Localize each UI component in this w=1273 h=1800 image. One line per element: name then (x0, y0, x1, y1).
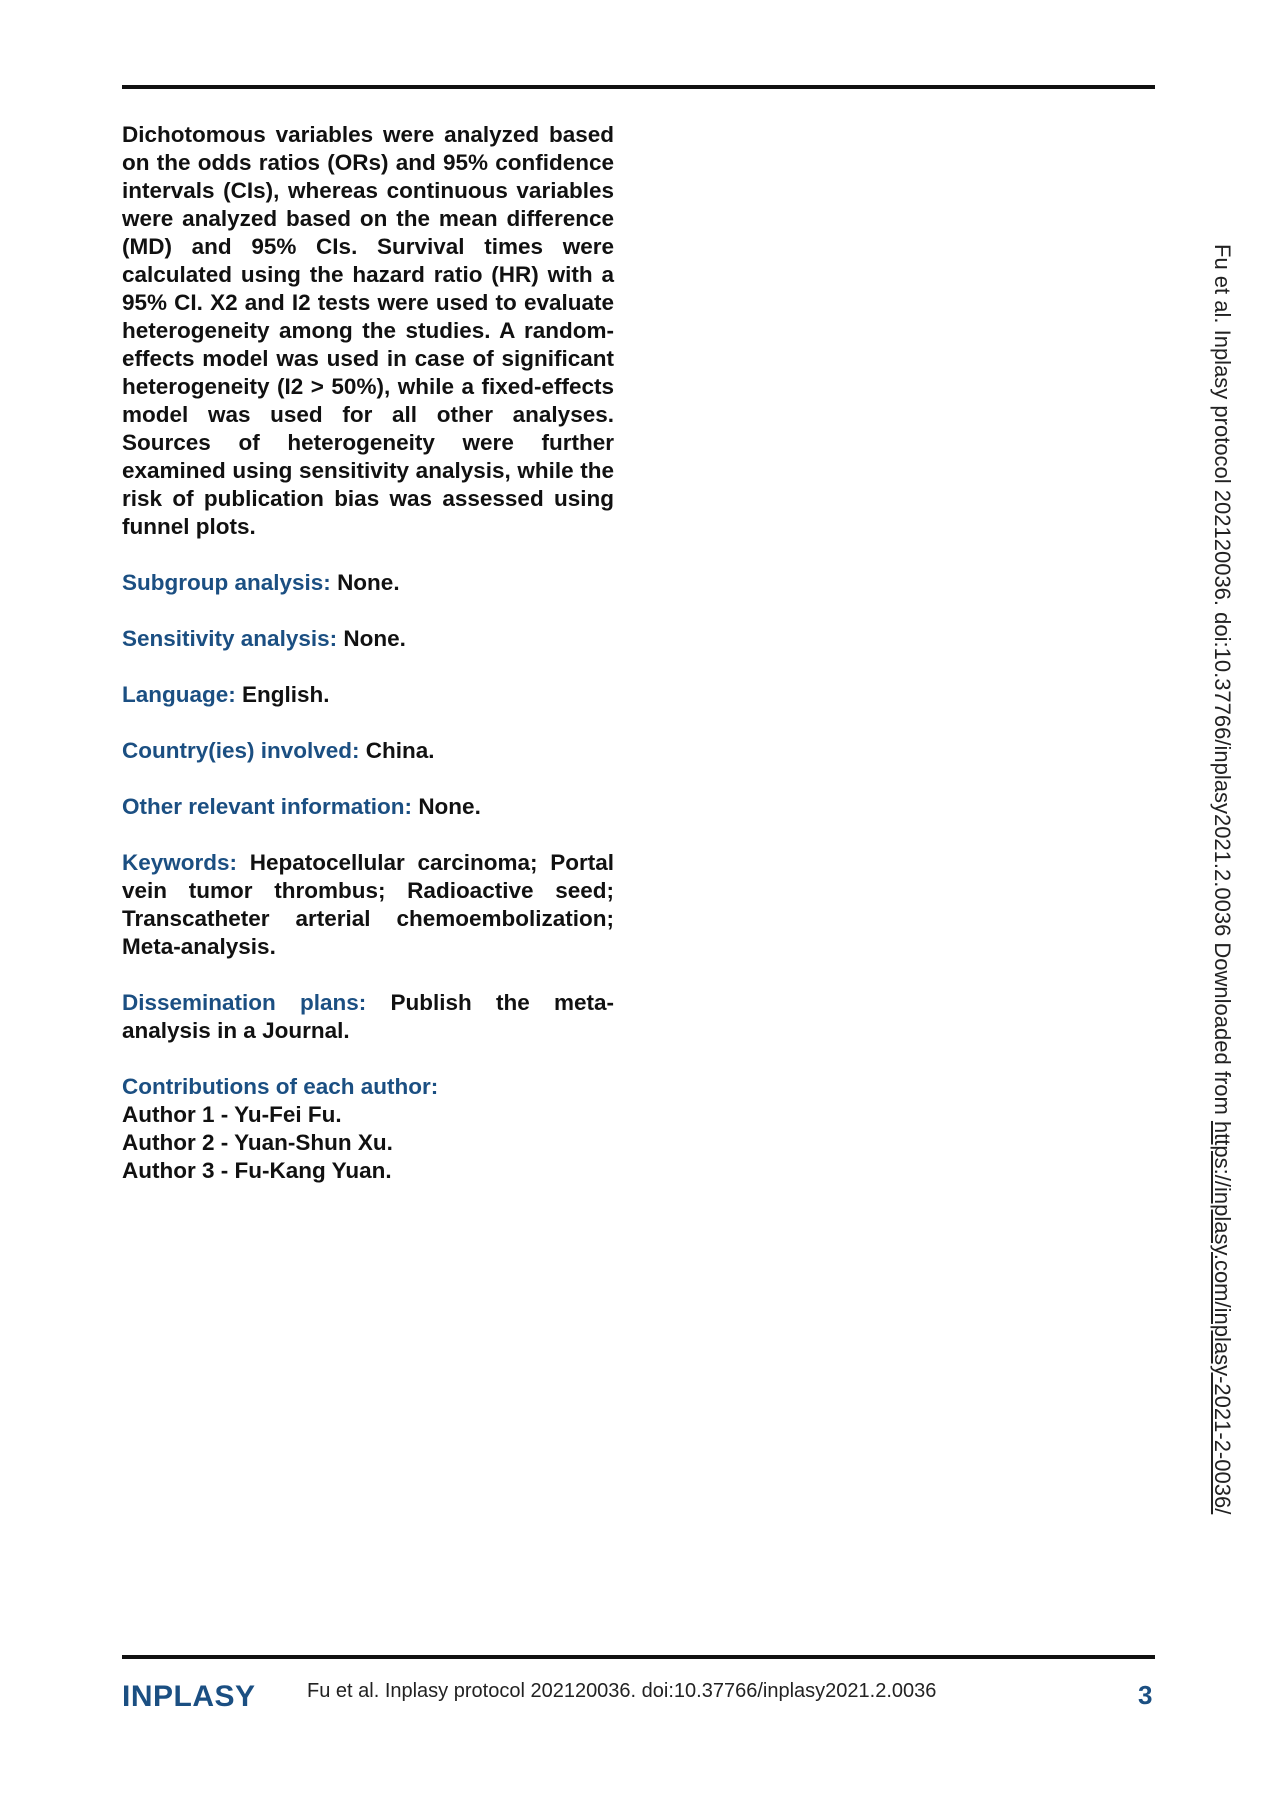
section-label: Other relevant information: (122, 794, 413, 819)
page-number: 3 (1138, 1680, 1153, 1710)
top-rule (122, 85, 1155, 89)
section-label: Language: (122, 682, 236, 707)
contributions-label: Contributions of each author: (122, 1074, 439, 1099)
main-column (122, 121, 614, 1185)
footer-citation: Fu et al. Inplasy protocol 202120036. doi:10.37766/inplasy2021.2.0036 (307, 1680, 937, 1702)
side-note-text: Fu et al. Inplasy protocol 202120036. doi:10.37766/inplasy2021.2.0036 Downloaded from (1210, 244, 1235, 1121)
section-keywords (122, 849, 614, 961)
section-other-info (122, 793, 614, 821)
section-value: Hepatocellular carcinoma; Portal vein tumor thrombus; Radioactive seed; Transcatheter arterial chemoembolization; Meta-analysis. (122, 850, 614, 959)
section-dissemination (122, 989, 614, 1045)
section-label: Sensitivity analysis: (122, 626, 338, 651)
contributions-section (122, 1073, 614, 1185)
author-line: Author 1 - Yu-Fei Fu. (122, 1102, 342, 1127)
section-label: Country(ies) involved: (122, 738, 360, 763)
page-footer (0, 1668, 1273, 1728)
section-subgroup-analysis (122, 569, 614, 597)
section-value: None. (337, 570, 400, 595)
author-line: Author 3 - Fu-Kang Yuan. (122, 1158, 392, 1183)
section-value: None. (343, 626, 406, 651)
bottom-rule (122, 1655, 1155, 1659)
section-value: China. (365, 738, 435, 763)
author-line: Author 2 - Yuan-Shun Xu. (122, 1130, 393, 1155)
section-countries (122, 737, 614, 765)
methods-paragraph: Dichotomous variables were analyzed based on the odds ratios (ORs) and 95% confidence intervals (CIs), whereas continuous variables were analyzed based on the mean difference (MD) and 95% CIs. Survival times were calculated using the hazard ratio (HR) with a 95% CI. X2 and I2 tests were used to evaluate heterogeneity among the studies. A random-effects model was used in case of significant heterogeneity (I2 > 50%), while a fixed-effects model was used for all other analyses. Sources of heterogeneity were further examined using sensitivity analysis, while the risk of publication bias was assessed using funnel plots. (122, 122, 614, 539)
section-label: Keywords: (122, 850, 238, 875)
side-note-link[interactable]: https://inplasy.com/inplasy-2021-2-0036/ (1210, 1120, 1235, 1515)
brand-logo-text: INPLASY (122, 1680, 256, 1713)
section-value: Publish the meta-analysis in a Journal. (122, 990, 614, 1043)
section-value: None. (418, 794, 481, 819)
section-language (122, 681, 614, 709)
section-label: Subgroup analysis: (122, 570, 331, 595)
section-value: English. (242, 682, 330, 707)
section-label: Dissemination plans: (122, 990, 367, 1015)
section-sensitivity-analysis (122, 625, 614, 653)
side-download-note (1209, 244, 1235, 1534)
